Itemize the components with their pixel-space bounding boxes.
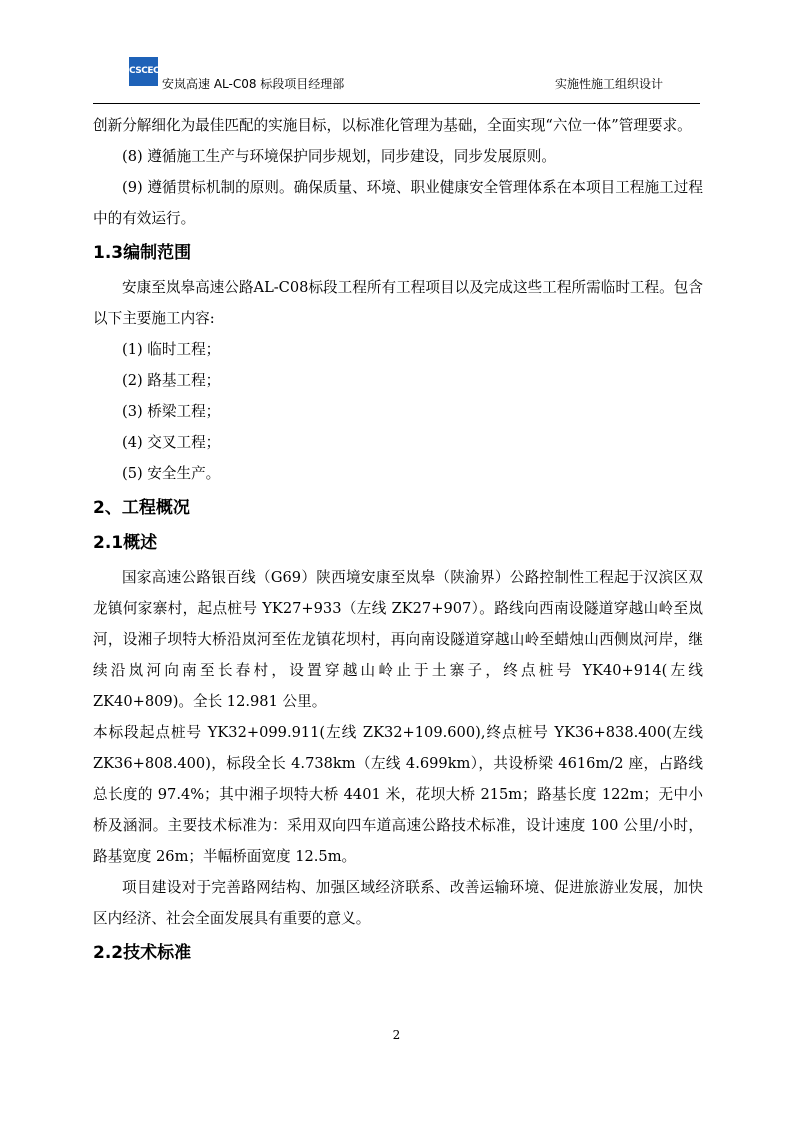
heading-2-1: 2.1概述 bbox=[93, 533, 158, 553]
paragraph-scope: 安康至岚皋高速公路AL-C08标段工程所有工程项目以及完成这些工程所需临时工程。包含以下主要施工内容: bbox=[93, 279, 703, 327]
document-body bbox=[93, 110, 703, 972]
header-divider bbox=[93, 103, 700, 104]
heading-2-2: 2.2技术标准 bbox=[93, 943, 192, 963]
paragraph-continued: 创新分解细化为最佳匹配的实施目标，以标准化管理为基础，全面实现“六位一体”管理要求。 bbox=[93, 117, 692, 134]
heading-2: 2、工程概况 bbox=[93, 498, 190, 518]
paragraph-principle-8: (8) 遵循施工生产与环境保护同步规划，同步建设，同步发展原则。 bbox=[122, 148, 556, 165]
header-project-name: 安岚高速 AL-C08 标段项目经理部 bbox=[162, 77, 345, 91]
page-number: 2 bbox=[392, 1028, 401, 1042]
paragraph-principle-9: (9) 遵循贯标机制的原则。确保质量、环境、职业健康安全管理体系在本项目工程施工过程中的有效运行。 bbox=[93, 179, 703, 227]
page-header bbox=[93, 52, 700, 104]
header-document-title: 实施性施工组织设计 bbox=[554, 77, 663, 91]
heading-1-3: 1.3编制范围 bbox=[93, 243, 192, 263]
paragraph-section-details: 本标段起点桩号 YK32+099.911(左线 ZK32+109.600),终点桩号 YK36+838.400(左线 ZK36+808.400)，标段全长 4.738km（左线 4.699km），共设桥梁 4616m/2 座，占路线总长度的 97.4%；其中湘子坝特大桥 4401 米，花坝大桥 215m；路基长度 122m；无中小桥及涵洞。主要技术标准为：采用双向四车道高速公路技术标准，设计速度 100 公里/小时，路基宽度 26m；半幅桥面宽度 12.5m。 bbox=[93, 724, 703, 865]
company-logo: CSCEC bbox=[129, 57, 158, 86]
list-item: (1) 临时工程； bbox=[122, 341, 221, 358]
paragraph-overview: 国家高速公路银百线（G69）陕西境安康至岚皋（陕渝界）公路控制性工程起于汉滨区双龙镇何家寨村，起点桩号 YK27+933（左线 ZK27+907）。路线向西南设隧道穿越山岭至岚河，设湘子坝特大桥沿岚河至佐龙镇花坝村，再向南设隧道穿越山岭至蜡烛山西侧岚河岸，继续沿岚河向南至长春村，设置穿越山岭止于土寨子，终点桩号 YK40+914(左线 ZK40+809)。全长 12.981 公里。 bbox=[93, 569, 703, 710]
paragraph-significance: 项目建设对于完善路网结构、加强区域经济联系、改善运输环境、促进旅游业发展，加快区内经济、社会全面发展具有重要的意义。 bbox=[93, 879, 703, 927]
list-item: (2) 路基工程； bbox=[122, 372, 221, 389]
list-item: (5) 安全生产。 bbox=[122, 465, 221, 482]
list-item: (3) 桥梁工程； bbox=[122, 403, 221, 420]
list-item: (4) 交叉工程； bbox=[122, 434, 221, 451]
